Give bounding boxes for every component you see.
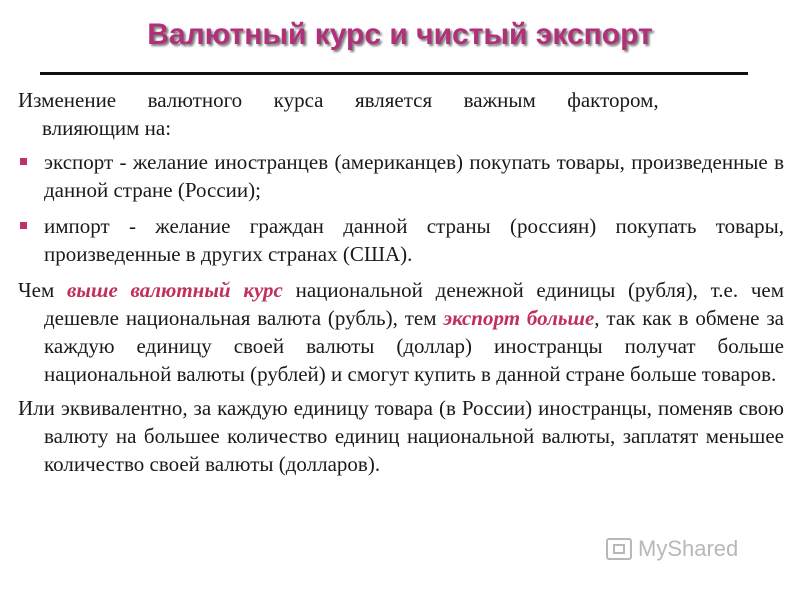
- intro-paragraph: [18, 86, 784, 142]
- intro-line-2: влияющим на:: [42, 116, 172, 140]
- title-divider: [40, 72, 748, 75]
- slide-title: Валютный курс и чистый экспорт: [147, 18, 653, 51]
- bullet-export: [18, 148, 784, 204]
- slide-body: [18, 86, 784, 484]
- para2-text-1: Чем: [18, 278, 67, 302]
- exchange-rate-paragraph: [18, 276, 784, 388]
- bullet-marker-icon: [20, 158, 27, 165]
- watermark-text: MyShared: [638, 536, 739, 561]
- para2-text-3: , так как в обмене за каждую единицу своей валюты (доллар) иностранцы получат больше национальной валюты (рублей) и смогут купить в данной стране больше товаров.: [44, 306, 785, 386]
- highlight-more-export: экспорт больше: [443, 306, 595, 330]
- bullet-import-text: импорт - желание граждан данной страны (россиян) покупать товары, произведенные в других странах (США).: [44, 214, 784, 266]
- watermark: [606, 536, 738, 562]
- bullet-marker-icon: [20, 222, 27, 229]
- para2-text-2: национальной денежной единицы (рубля), т.е. чем дешевле национальная валюта (рубль), тем: [44, 278, 784, 330]
- equivalent-paragraph: Или эквивалентно, за каждую единицу товара (в России) иностранцы, поменяв свою валюту на большее количество единиц национальной валюты, заплатят меньшее количество своей валюты (долларов).: [18, 396, 784, 476]
- bullet-export-text: экспорт - желание иностранцев (американцев) покупать товары, произведенные в данной стране (России);: [44, 150, 784, 202]
- bullet-import: [18, 212, 784, 268]
- intro-line-1: Изменение валютного курса является важным фактором,: [18, 88, 659, 112]
- myshared-logo-icon: [606, 538, 632, 560]
- highlight-higher-rate: выше валютный курс: [67, 278, 283, 302]
